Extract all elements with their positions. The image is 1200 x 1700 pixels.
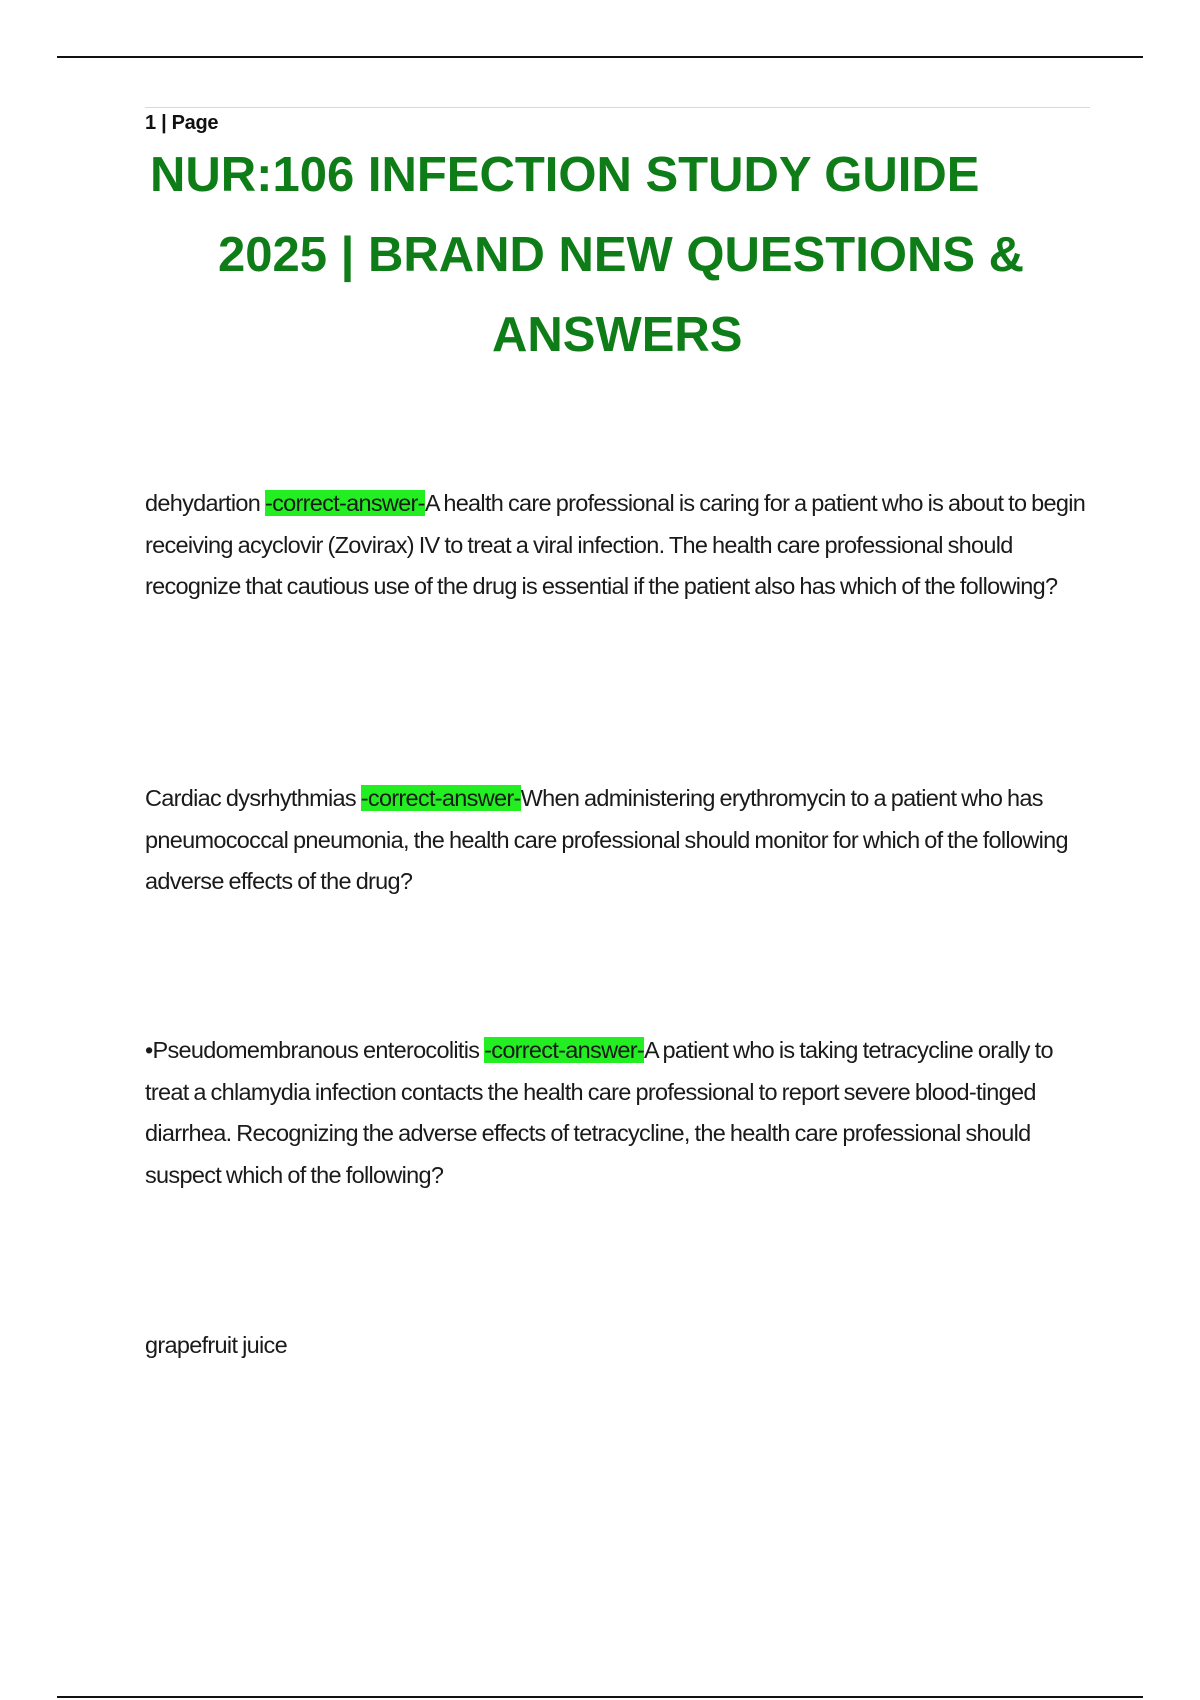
question-text: A patient who is taking tetracycline orally to treat a chlamydia infection contacts the health care professional to report severe blood-tinged diarrhea. Recognizing the adverse effects of tetracycline, the health care professional should suspect which of the following? [145,1037,1053,1188]
correct-answer-marker: -correct-answer- [484,1037,644,1063]
document-title [130,135,1100,375]
qa-item [145,483,1095,608]
correct-answer-marker: -correct-answer- [360,785,521,811]
answer-text: •Pseudomembranous enterocolitis [145,1037,485,1063]
bottom-rule [57,1696,1143,1698]
correct-answer-marker: -correct-answer- [264,490,425,516]
answer-text: grapefruit juice [145,1332,287,1358]
qa-item [145,1030,1095,1196]
question-text: When administering erythromycin to a patient who has pneumococcal pneumonia, the health care professional should monitor for which of the following adverse effects of the drug? [145,785,1068,894]
answer-text: dehydartion [145,490,265,516]
page-number-label: 1 | Page [145,112,219,134]
title-line-3: ANSWERS [492,308,743,362]
title-line-2: 2025 | BRAND NEW QUESTIONS & [218,228,1025,282]
answer-text: Cardiac dysrhythmias [145,785,361,811]
title-line-1: NUR:106 INFECTION STUDY GUIDE [150,148,980,202]
header-divider [145,107,1090,108]
qa-item [145,778,1095,903]
qa-item [145,1325,1095,1367]
top-rule [57,56,1143,58]
question-text: A health care professional is caring for a patient who is about to begin receiving acyclovir (Zovirax) IV to treat a viral infection. The health care professional should recognize that cautious use of the drug is essential if the patient also has which of the following? [145,490,1086,599]
